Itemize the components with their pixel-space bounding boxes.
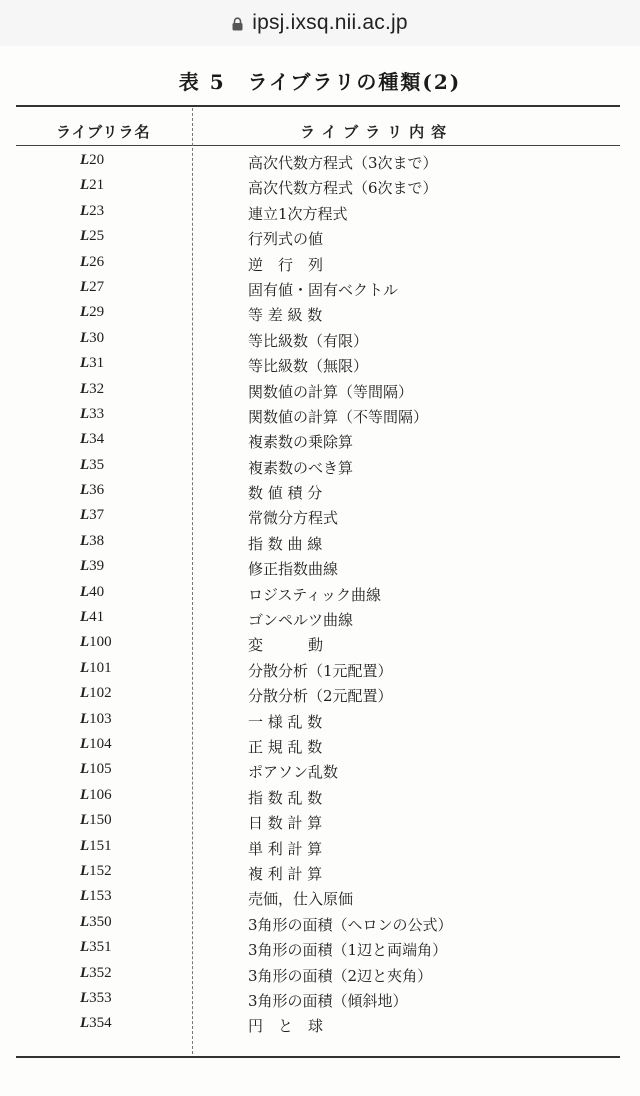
- library-content: 3角形の面積（2辺と夾角）: [248, 966, 433, 985]
- library-code-prefix: L: [80, 558, 90, 575]
- table-row: [0, 250, 640, 275]
- library-code-number: 21: [89, 177, 105, 194]
- library-code-prefix: L: [80, 685, 90, 702]
- library-code: [80, 711, 112, 728]
- table-row: [0, 326, 640, 351]
- header-library-name: ライブリラ名: [56, 123, 151, 141]
- library-content: ゴンペルツ曲線: [248, 611, 354, 630]
- library-code: [80, 406, 104, 423]
- library-content: ロジスティック曲線: [248, 585, 382, 604]
- library-code: [80, 228, 104, 245]
- library-code-prefix: L: [80, 812, 90, 829]
- library-code-number: 38: [89, 532, 105, 549]
- library-code-number: 31: [89, 355, 105, 372]
- library-code-prefix: L: [80, 532, 90, 549]
- library-code: [80, 634, 112, 651]
- library-code: [80, 787, 112, 804]
- library-content: 一 様 乱 数: [248, 712, 323, 731]
- table-row: [0, 503, 640, 528]
- table-row: [0, 910, 640, 935]
- library-code: [80, 914, 112, 931]
- table-row: [0, 351, 640, 376]
- library-code-prefix: L: [80, 659, 90, 676]
- library-content: 分散分析（1元配置）: [248, 661, 393, 680]
- library-code-number: 150: [89, 812, 112, 829]
- library-code-prefix: L: [80, 507, 90, 524]
- table-row: [0, 580, 640, 605]
- library-code-number: 354: [89, 1015, 112, 1032]
- library-content: 分散分析（2元配置）: [248, 687, 393, 706]
- library-content: 連立1次方程式: [248, 204, 348, 223]
- library-code-number: 153: [89, 888, 112, 905]
- library-code: [80, 558, 104, 575]
- library-code: [80, 152, 104, 169]
- table-row: [0, 757, 640, 782]
- table-row: [0, 732, 640, 757]
- library-code-number: 39: [89, 558, 105, 575]
- library-content: 3角形の面積（1辺と両端角）: [248, 941, 448, 960]
- table-row: [0, 834, 640, 859]
- library-content: 高次代数方程式（6次まで）: [248, 179, 438, 198]
- library-code-number: 104: [89, 735, 112, 752]
- library-code-number: 103: [89, 710, 112, 727]
- library-content: 行列式の値: [248, 230, 324, 249]
- library-content: 複素数の乗除算: [248, 433, 354, 452]
- table-row: [0, 681, 640, 706]
- library-code-prefix: L: [80, 634, 90, 651]
- library-code-number: 26: [89, 253, 105, 270]
- library-code: [80, 838, 112, 855]
- table-row: [0, 529, 640, 554]
- library-code-prefix: L: [80, 786, 90, 803]
- library-code-number: 30: [89, 329, 105, 346]
- library-content: 等 差 級 数: [248, 306, 323, 325]
- library-code-prefix: L: [80, 888, 90, 905]
- library-code: [80, 660, 112, 677]
- browser-address-bar[interactable]: [0, 0, 640, 47]
- library-content: 常微分方程式: [248, 509, 339, 528]
- table-row: [0, 961, 640, 986]
- library-code: [80, 457, 104, 474]
- library-code: [80, 812, 112, 829]
- library-code-prefix: L: [80, 583, 90, 600]
- table-row: [0, 478, 640, 503]
- table-row: [0, 630, 640, 655]
- table-row: [0, 554, 640, 579]
- library-content: ポアソン乱数: [248, 763, 339, 782]
- library-code: [80, 736, 112, 753]
- library-code-number: 105: [89, 761, 112, 778]
- library-code: [80, 431, 104, 448]
- library-code-prefix: L: [80, 964, 90, 981]
- library-code-number: 151: [89, 837, 112, 854]
- library-content: 関数値の計算（不等間隔）: [248, 407, 429, 426]
- library-code: [80, 507, 104, 524]
- table-row: [0, 707, 640, 732]
- library-code: [80, 177, 104, 194]
- library-code-prefix: L: [80, 939, 90, 956]
- library-code-number: 101: [89, 659, 112, 676]
- url-text[interactable]: ipsj.ixsq.nii.ac.jp: [252, 11, 408, 34]
- library-code: [80, 939, 112, 956]
- bottom-rule: [16, 1056, 620, 1058]
- library-code-prefix: L: [80, 482, 90, 499]
- table-row: [0, 173, 640, 198]
- library-code: [80, 584, 104, 601]
- library-code-prefix: L: [80, 431, 90, 448]
- library-code-prefix: L: [80, 710, 90, 727]
- document-page: [0, 46, 640, 1096]
- library-code-number: 106: [89, 786, 112, 803]
- library-code: [80, 761, 112, 778]
- library-content: 複 利 計 算: [248, 864, 323, 883]
- table-row: [0, 453, 640, 478]
- library-code: [80, 1015, 112, 1032]
- library-code-number: 100: [89, 634, 112, 651]
- library-code-prefix: L: [80, 177, 90, 194]
- library-code: [80, 888, 112, 905]
- library-code: [80, 533, 104, 550]
- library-code: [80, 203, 104, 220]
- library-code-prefix: L: [80, 253, 90, 270]
- lock-icon: [232, 17, 243, 31]
- library-content: 指 数 曲 線: [248, 534, 323, 553]
- table-row: [0, 427, 640, 452]
- library-code-number: 152: [89, 862, 112, 879]
- library-code-number: 20: [89, 152, 105, 168]
- library-content: 等比級数（無限）: [248, 357, 369, 376]
- table-row: [0, 148, 640, 173]
- library-code-number: 27: [89, 278, 105, 295]
- table-row: [0, 300, 640, 325]
- table-row: [0, 402, 640, 427]
- library-code: [80, 685, 112, 702]
- library-code-prefix: L: [80, 278, 90, 295]
- table-row: [0, 199, 640, 224]
- library-code-number: 23: [89, 202, 105, 219]
- table-row: [0, 986, 640, 1011]
- library-content: 日 数 計 算: [248, 814, 323, 833]
- library-code-number: 41: [89, 609, 105, 626]
- library-code-prefix: L: [80, 609, 90, 626]
- library-code-prefix: L: [80, 202, 90, 219]
- library-code-number: 102: [89, 685, 112, 702]
- library-content: 数 値 積 分: [248, 484, 323, 503]
- library-content: 修正指数曲線: [248, 560, 339, 579]
- library-code: [80, 482, 104, 499]
- library-content: 3角形の面積（傾斜地）: [248, 991, 408, 1010]
- table-row: [0, 275, 640, 300]
- library-content: 高次代数方程式（3次まで）: [248, 154, 438, 172]
- table-row: [0, 1011, 640, 1036]
- table-row: [0, 605, 640, 630]
- header-rule: [16, 145, 620, 146]
- library-content: 等比級数（有限）: [248, 331, 369, 350]
- table-row: [0, 783, 640, 808]
- library-code-prefix: L: [80, 380, 90, 397]
- library-code: [80, 965, 112, 982]
- library-code-number: 353: [89, 989, 112, 1006]
- library-code-prefix: L: [80, 1015, 90, 1032]
- library-code-prefix: L: [80, 329, 90, 346]
- top-rule: [16, 105, 620, 107]
- library-code-prefix: L: [80, 862, 90, 879]
- table-body: [0, 148, 640, 1037]
- library-content: 固有値・固有ベクトル: [248, 280, 399, 299]
- library-code-prefix: L: [80, 761, 90, 778]
- table-row: [0, 224, 640, 249]
- table-row: [0, 377, 640, 402]
- library-content: 売価，仕入原価: [248, 890, 354, 909]
- library-code-prefix: L: [80, 405, 90, 422]
- library-content: 関数値の計算（等間隔）: [248, 382, 414, 401]
- library-code-prefix: L: [80, 304, 90, 321]
- library-code: [80, 863, 112, 880]
- library-code: [80, 381, 104, 398]
- library-code-number: 33: [89, 405, 105, 422]
- library-code-prefix: L: [80, 989, 90, 1006]
- library-code-number: 40: [89, 583, 105, 600]
- library-code-number: 35: [89, 456, 105, 473]
- table-row: [0, 884, 640, 909]
- library-code: [80, 609, 104, 626]
- library-content: 円 と 球: [248, 1017, 324, 1036]
- library-code: [80, 304, 104, 321]
- library-code-number: 37: [89, 507, 105, 524]
- library-code-number: 350: [89, 913, 112, 930]
- library-code-prefix: L: [80, 152, 90, 168]
- table-row: [0, 656, 640, 681]
- table-title: 表 5 ライブラリの種類(2): [178, 70, 462, 94]
- library-content: 変 動: [248, 636, 324, 655]
- table-row: [0, 808, 640, 833]
- library-code-prefix: L: [80, 228, 90, 245]
- library-code: [80, 279, 104, 296]
- library-content: 正 規 乱 数: [248, 737, 323, 756]
- library-content: 単 利 計 算: [248, 839, 323, 858]
- library-content: 複素数のべき算: [248, 458, 354, 477]
- library-code: [80, 355, 104, 372]
- table-row: [0, 935, 640, 960]
- library-code-number: 32: [89, 380, 105, 397]
- library-code-prefix: L: [80, 913, 90, 930]
- library-code-number: 34: [89, 431, 105, 448]
- library-code-number: 352: [89, 964, 112, 981]
- library-code-prefix: L: [80, 355, 90, 372]
- library-code-number: 25: [89, 228, 105, 245]
- library-code-prefix: L: [80, 735, 90, 752]
- library-code-number: 29: [89, 304, 105, 321]
- library-code-prefix: L: [80, 837, 90, 854]
- header-library-content: ライブラリ内容: [300, 123, 454, 141]
- library-content: 3角形の面積（ヘロンの公式）: [248, 915, 453, 934]
- library-code-number: 36: [89, 482, 105, 499]
- library-content: 指 数 乱 数: [248, 788, 323, 807]
- table-row: [0, 859, 640, 884]
- library-code: [80, 990, 112, 1007]
- library-code: [80, 330, 104, 347]
- library-content: 逆 行 列: [248, 255, 324, 274]
- library-code: [80, 254, 104, 271]
- library-code-prefix: L: [80, 456, 90, 473]
- library-code-number: 351: [89, 939, 112, 956]
